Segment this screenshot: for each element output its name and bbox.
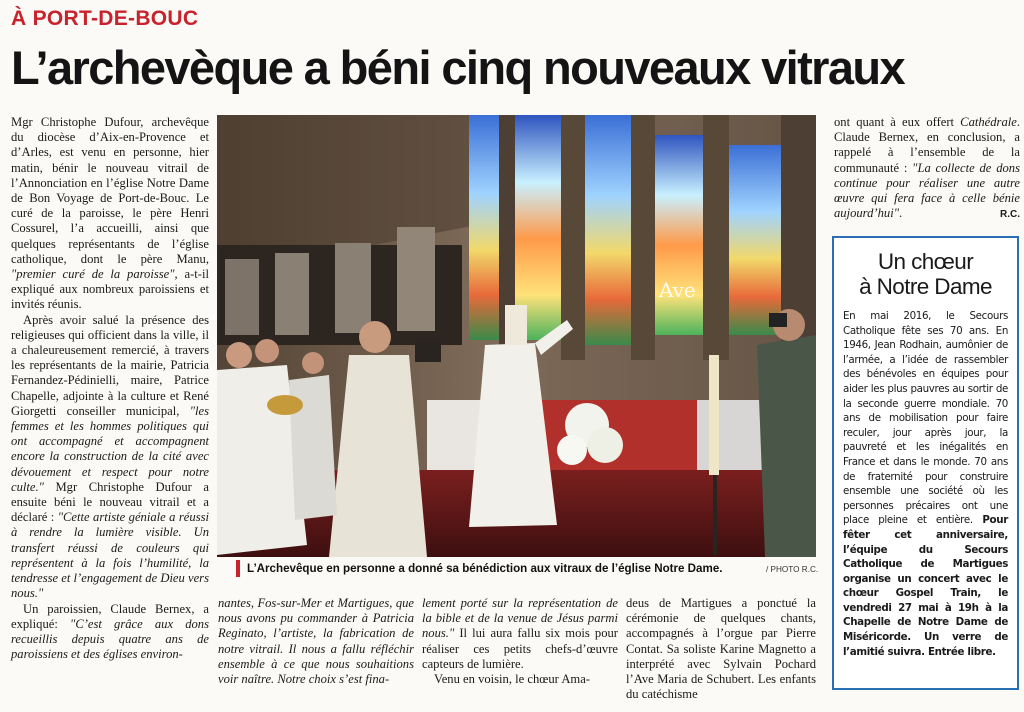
paragraph [11,602,209,663]
body-text: Après avoir salué la présence des religieuses qui officient dans la ville, il a chaleureusement remercié, à travers les représentants de la mairie, Patricia Fernandez-Pédinielli, maire, Patrice Chapelle, adjointe à la culture et René Giorgetti conseiller municipal, [11,312,209,418]
church-interior-illustration [217,115,816,557]
article-column-1 [11,115,209,662]
body-text: , a-t-il expliqué aux nombreux paroissiens et invités réunis. [11,267,209,312]
quote-text: "C’est grâce aux dons recueillis depuis quatre ans de paroissiens et des églises environ- [11,616,210,662]
sidebar-title-line-1: Un chœur [877,249,974,274]
section-kicker: À PORT-DE-BOUC [11,7,199,30]
paragraph [422,596,618,672]
body-text: Il lui aura fallu six mois pour réaliser ces petits chefs-d’œuvre capteurs de lumière. [422,626,618,671]
window-lettering: Ave [659,278,696,302]
paragraph [834,115,1020,221]
article-column-4 [626,596,816,702]
photo-caption: L’Archevêque en personne a donné sa bénédiction aux vitraux de l’église Notre Dame. [247,562,723,575]
body-text: Mgr Christophe Dufour, archevêque du diocèse d’Aix-en-Provence et d’Arles, est venu en personne, hier matin, bénir le nouveau vitrail de l’Annonciation en l’église Notre Dame de Bon Voyage de Port-de-Bouc. Le curé de la paroisse, le père Henri Cossurel, l’a accueilli, ainsi que quelques représentants de l’église catholique, dont le père Manu, [11,115,209,266]
quote-text: "La collecte de dons continue pour réaliser une autre œuvre qui fera face à celle bénie aujourd’hui" [834,160,1020,221]
quote-text: nantes, Fos-sur-Mer et Martigues, que nous avons pu commander à Patricia Reginato, l’artiste, la fabrication de notre vitrail. Il nous a fallu réfléchir ensemble à ce que nous souhaitions voir naître. Notre choix s’est fina- [218,596,414,687]
body-text: . Claude Bernex, en conclusion, a rappelé à l’ensemble de la communauté : [834,115,1020,175]
sidebar-body [843,309,1008,659]
article-column-5 [834,115,1020,222]
sidebar-body-bold: Pour fêter cet anniversaire, l’équipe du Secours Catholique de Martigues organise un concert avec le chœur Gospel Train, le vendredi 27 mai à 19h à la Chapelle de Notre Dame de Miséricorde. Un verre de l’amitié suivra. Entrée libre. [843,514,1008,658]
body-text: deus de Martigues a ponctué la cérémonie de quelques chants, accompagnés à l’orgue par Pierre Contat. Sa soliste Karine Magnetto a interprété avec Sylvain Pochard l’Ave Maria de Schubert. Les enfants du catéchisme [626,596,816,702]
paragraph [11,115,209,313]
quote-text: lement porté sur la représentation de la bible et de la venue de Jésus parmi nous." [422,596,618,641]
body-text: . [899,206,903,221]
paragraph [422,672,618,687]
sidebar-body-regular: En mai 2016, le Secours Catholique fête ses 70 ans. En 1946, Jean Rodhain, aumônier de l’armée, a l’idée de rassembler des bénévoles en équipes pour aider les plus pauvres au sortir de la seconde guerre mondiale. 70 ans de mobilisation pour faire reculer, jour après jour, la pauvreté et les inégalités en France et dans le monde. 70 ans de fraternité pour construire ensemble une société où les personnes précaires ont une place pleine et entière. [843,310,1008,527]
sidebar-title [834,249,1017,299]
photo-credit: / PHOTO R.C. [766,565,819,574]
quote-text: "Cette artiste géniale a réussi à rendre la lumière visible. Un transfert réussi de couleurs qui représentent à la fois l’humilité, la tendresse et l’engagement de Dieu vers nous." [11,510,209,601]
body-text: Mgr Christophe Dufour a ensuite béni le nouveau vitrail et a déclaré : [11,479,209,525]
article-column-3 [422,596,618,687]
author-signature: R.C. [1000,209,1020,221]
body-text: Un paroissien, Claude Bernex, a expliqué: [11,601,209,631]
article-headline: L’archevèque a béni cinq nouveaux vitraux [11,41,905,94]
article-column-2 [218,596,414,687]
quote-text: "les femmes et les hommes politiques qui ont accompagné et accompagnent encore la construction de la cité avec dévouement et respect pour notre culte." [11,403,209,494]
caption-accent-bar [236,560,240,577]
sidebar-box [832,236,1019,690]
quote-text: "premier curé de la paroisse" [11,267,175,282]
paragraph [626,596,816,702]
quote-text: Cathédrale [960,115,1017,129]
article-photo [217,115,816,557]
sidebar-title-line-2: à Notre Dame [859,274,992,299]
body-text: ont quant à eux offert [834,115,961,129]
paragraph [11,313,209,602]
paragraph [218,596,414,687]
body-text: Venu en voisin, le chœur Ama- [434,672,590,687]
